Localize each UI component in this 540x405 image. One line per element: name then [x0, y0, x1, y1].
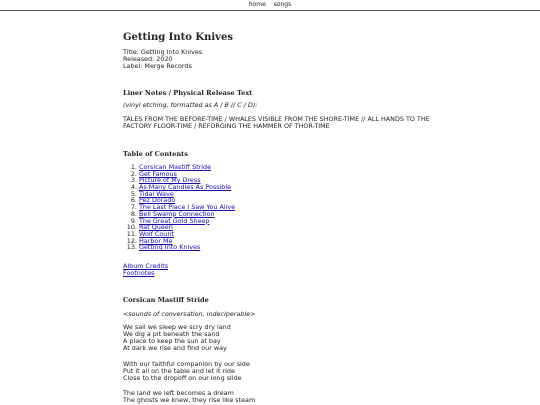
meta-released: Released: 2020 [123, 55, 173, 63]
toc-link[interactable]: Corsican Mastiff Stride [139, 163, 212, 171]
lyric-line: A place to keep the sun at bay [123, 337, 221, 345]
lyric-line: With our faithful companion by our side [123, 360, 250, 368]
liner-notes-text-line-1: TALES FROM THE BEFORE-TIME / WHALES VISIBLE FROM THE SHORE-TIME // ALL HANDS TO THE [123, 115, 430, 123]
toc-link[interactable]: Pez Dorado [139, 196, 176, 205]
toc-link[interactable]: Picture of My Dress [139, 176, 201, 185]
lyric-line: We dig a pit beneath the sand [123, 330, 220, 338]
toc-extra-links [123, 263, 168, 277]
lyrics-stanza-2 [123, 361, 250, 382]
lyric-line: The ghosts we knew, they rise like steam [123, 396, 256, 404]
toc-link[interactable]: Getting Into Knives [139, 243, 201, 252]
liner-notes-note: (vinyl etching, formatted as A / B // C / D): [123, 101, 258, 109]
nav-songs-link[interactable]: songs [273, 1, 292, 8]
toc-link[interactable]: Bell Swamp Connection [139, 209, 215, 218]
lyric-line: The land we left becomes a dream [123, 389, 234, 397]
toc-link[interactable]: Tidal Wave [139, 189, 174, 198]
lyrics-stanza-1 [123, 324, 231, 352]
album-meta [123, 49, 202, 70]
album-credits-link[interactable]: Album Credits [123, 262, 169, 270]
toc-link[interactable]: Wolf Count [139, 229, 174, 238]
meta-label: Label: Merge Records [123, 62, 192, 70]
lyric-line: At dark we rise and find our way [123, 344, 227, 352]
footnotes-link[interactable]: Footnotes [123, 269, 155, 277]
toc-link[interactable]: As Many Candles As Possible [139, 183, 232, 192]
toc-link[interactable]: Harbor Me [139, 236, 173, 245]
liner-notes-heading: Liner Notes / Physical Release Text [123, 89, 253, 97]
song-heading: Corsican Mastiff Stride [123, 296, 209, 304]
song-note: <sounds of conversation, indeciperable> [123, 310, 256, 318]
lyric-line: We sail we sleep we scry dry land [123, 323, 231, 331]
lyric-line: Close to the dropoff on our long slide [123, 374, 242, 382]
toc-list [123, 164, 339, 251]
toc-link[interactable]: Rat Queen [139, 223, 173, 232]
page-title: Getting Into Knives [123, 32, 233, 43]
nav-home-link[interactable]: home [248, 1, 266, 8]
meta-title: Title: Getting Into Knives [123, 48, 203, 56]
toc-heading: Table of Contents [123, 150, 188, 158]
top-nav [0, 0, 540, 11]
toc-link[interactable]: The Great Gold Sheep [139, 216, 210, 225]
lyrics-stanza-3 [123, 390, 255, 404]
liner-notes-text-line-2: FACTORY FLOOR-TIME / REFORGING THE HAMMER OF THOR-TIME [123, 122, 330, 130]
toc-link[interactable]: Get Famous [139, 169, 177, 178]
lyric-line: Put it all on the table and let it ride [123, 367, 235, 375]
toc-link[interactable]: The Last Place I Saw You Alive [139, 203, 236, 212]
toc-item [139, 244, 339, 251]
